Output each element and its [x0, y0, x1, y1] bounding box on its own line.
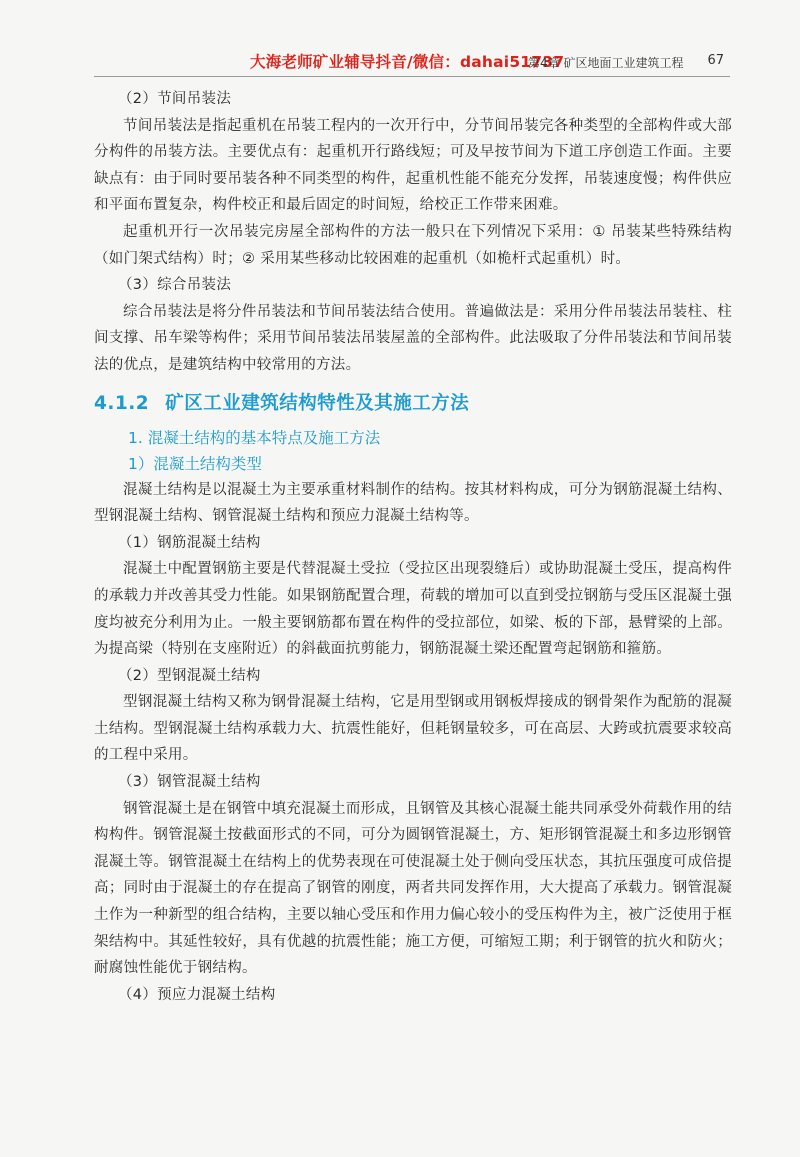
subsection-heading-rc: （1）钢筋混凝土结构 [118, 534, 261, 551]
section-number: 4.1.2 [94, 392, 150, 414]
subsection-heading-prestressed: （4）预应力混凝土结构 [118, 986, 276, 1003]
subsection-heading-combined-lifting: （3）综合吊装法 [118, 277, 232, 294]
paragraph: 型钢混凝土结构又称为钢骨混凝土结构，它是用型钢或用钢板焊接成的钢骨架作为配筋的混凝土结构。型钢混凝土结构承载力大、抗震性能好，但耗钢量较多，可在高层、大跨或抗震要求较高的工程中采用。 [94, 694, 732, 764]
paragraph: 混凝土结构是以混凝土为主要承重材料制作的结构。按其材料构成，可分为钢筋混凝土结构、型钢混凝土结构、钢管混凝土结构和预应力混凝土结构等。 [94, 481, 732, 525]
page-content [94, 86, 732, 1008]
subsection-heading-src: （2）型钢混凝土结构 [118, 667, 261, 684]
paragraph: 节间吊装法是指起重机在吊装工程内的一次开行中，分节间吊装完各种类型的全部构件或大部分构件的吊装方法。主要优点有：起重机开行路线短；可及早按节间为下道工序创造工作面。主要缺点有：由于同时要吊装各种不同类型的构件，起重机性能不能充分发挥，吊装速度慢；构件供应和平面布置复杂，构件校正和最后固定的时间短，给校正工作带来困难。 [94, 117, 732, 214]
subsection-heading-node-lifting: （2）节间吊装法 [118, 91, 232, 107]
section-heading [94, 389, 732, 419]
running-head: 第4章 矿区地面工业建筑工程 [528, 56, 684, 70]
watermark-text: 大海老师矿业辅导抖音/微信：dahai51737 [250, 53, 565, 71]
subsection-heading-cfst: （3）钢管混凝土结构 [118, 774, 261, 791]
paragraph: 混凝土中配置钢筋主要是代替混凝土受拉（受拉区出现裂缝后）或协助混凝土受压，提高构件的承载力并改善其受力性能。如果钢筋配置合理，荷载的增加可以直到受拉钢筋与受压区混凝土强度均被充分利用为止。一般主要钢筋都布置在构件的受拉部位，如梁、板的下部，悬臂梁的上部。为提高梁（特别在支座附近）的斜截面抗剪能力，钢筋混凝土梁还配置弯起钢筋和箍筋。 [94, 561, 732, 658]
paragraph: 起重机开行一次吊装完房屋全部构件的方法一般只在下列情况下采用：① 吊装某些特殊结构（如门架式结构）时；② 采用某些移动比较困难的起重机（如桅杆式起重机）时。 [94, 223, 732, 267]
page-number: 67 [707, 53, 724, 68]
topic-heading: 1. 混凝土结构的基本特点及施工方法 [128, 428, 381, 447]
paragraph: 综合吊装法是将分件吊装法和节间吊装法结合使用。普遍做法是：采用分件吊装法吊装柱、柱间支撑、吊车梁等构件；采用节间吊装法吊装屋盖的全部构件。此法吸取了分件吊装法和节间吊装法的优点，是建筑结构中较常用的方法。 [94, 303, 732, 373]
paragraph: 钢管混凝土是在钢管中填充混凝土而形成，且钢管及其核心混凝土能共同承受外荷载作用的结构构件。钢管混凝土按截面形式的不同，可分为圆钢管混凝土，方、矩形钢管混凝土和多边形钢管混凝土等。钢管混凝土在结构上的优势表现在可使混凝土处于侧向受压状态，其抗压强度可成倍提高；同时由于混凝土的存在提高了钢管的刚度，两者共同发挥作用，大大提高了承载力。钢管混凝土作为一种新型的组合结构，主要以轴心受压和作用力偏心较小的受压构件为主，被广泛使用于框架结构中。其延性较好，具有优越的抗震性能；施工方便，可缩短工期；利于钢管的抗火和防火；耐腐蚀性能优于钢结构。 [94, 800, 732, 977]
section-title: 矿区工业建筑结构特性及其施工方法 [165, 392, 470, 414]
topic-subheading: 1）混凝土结构类型 [128, 454, 262, 473]
